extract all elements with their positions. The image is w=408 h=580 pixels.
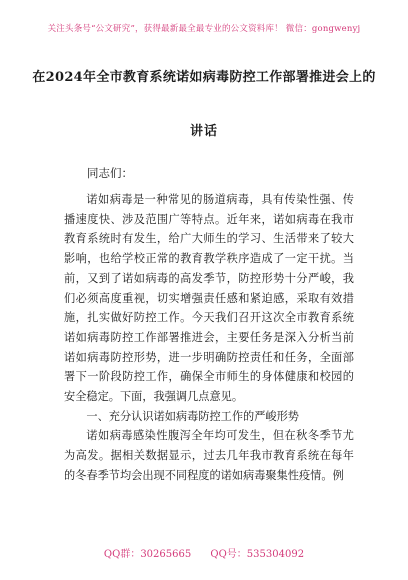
footer-qq-group: QQ群：30265665 <box>103 549 192 560</box>
document-title: 在2024年全市教育系统诺如病毒防控工作部署推进会上的 <box>32 70 376 85</box>
footer-qq-number: QQ号：535304092 <box>210 549 305 560</box>
salutation: 同志们： <box>87 166 133 180</box>
document-subtitle: 讲话 <box>189 124 218 139</box>
body-paragraph: 诺如病毒感染性腹泻全年均可发生，但在秋冬季节尤为高发。据相关数据显示，过去几年我市教育系统在每年的冬春季节均会出现不同程度的诺如病毒聚集性疫情。例 <box>64 429 354 482</box>
section-heading: 一、充分认识诺如病毒防控工作的严峻形势 <box>86 409 299 423</box>
document-body <box>64 190 354 486</box>
body-paragraph: 诺如病毒是一种常见的肠道病毒，具有传染性强、传播速度快、涉及范围广等特点。近年来，诺如病毒在我市教育系统时有发生，给广大师生的学习、生活带来了较大影响，也给学校正常的教育教学秩序造成了一定干扰。当前，又到了诺如病毒的高发季节，防控形势十分严峻，我们必须高度重视，切实增强责任感和紧迫感，采取有效措施，扎实做好防控工作。今天我们召开这次全市教育系统诺如病毒防控工作部署推进会，主要任务是深入分析当前诺如病毒防控形势，进一步明确防控责任和任务，全面部署下一阶段防控工作，确保全市师生的身体健康和校园的安全稳定。下面，我强调几点意见。 <box>64 193 354 404</box>
footer-contact <box>0 545 408 560</box>
header-banner: 关注头条号“公文研究”，获得最新最全最专业的公文资料库！ 微信：gongwenyj <box>47 24 361 34</box>
